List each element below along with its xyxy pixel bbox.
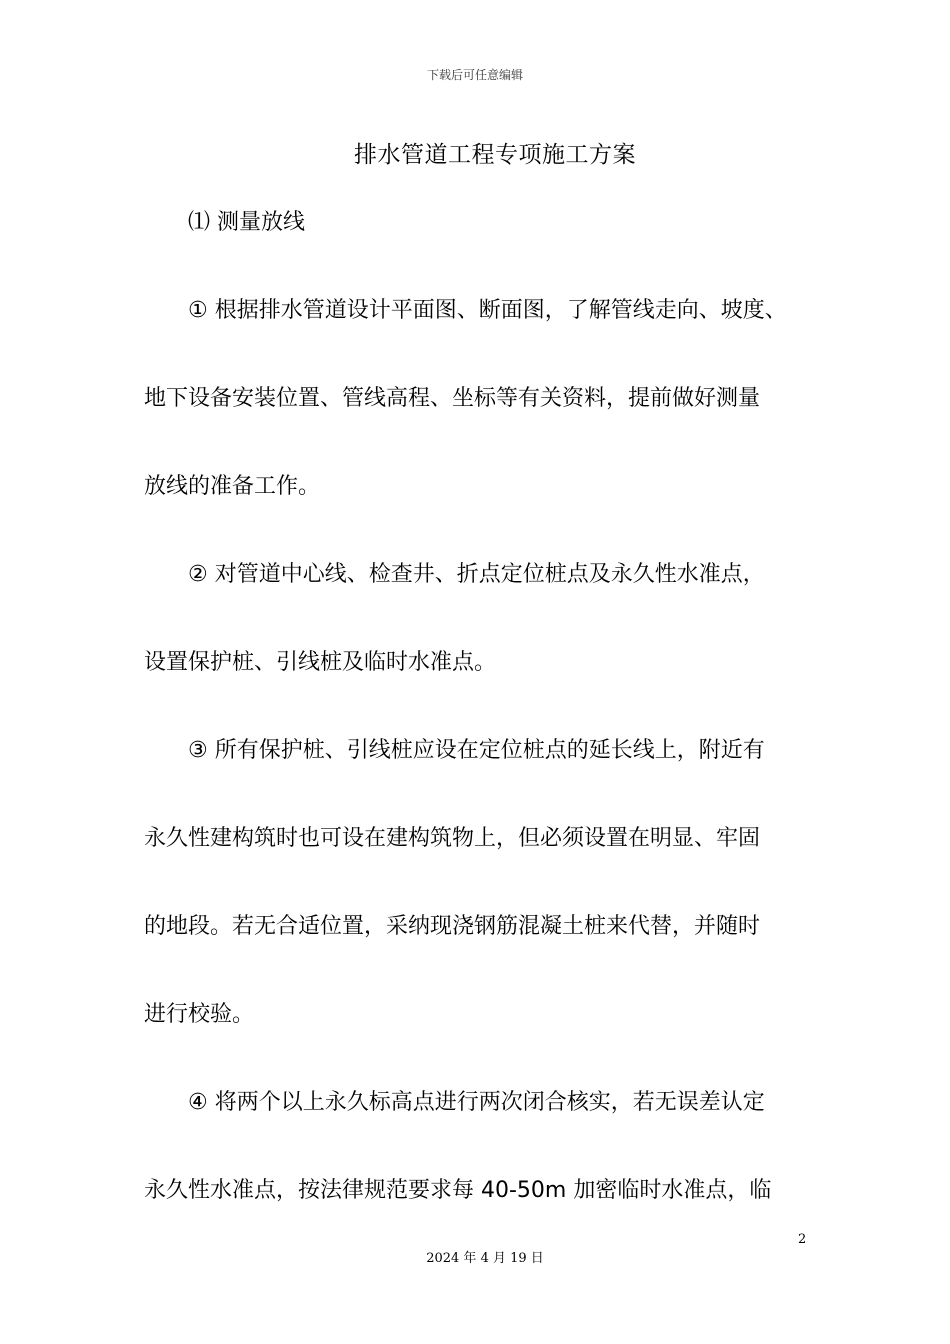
- body-line-4: 放线的准备工作。: [144, 474, 321, 499]
- document-body: [144, 179, 824, 1235]
- page-number: 2: [798, 1232, 807, 1247]
- body-line-7: ③ 所有保护桩、引线桩应设在定位桩点的延长线上，附近有: [188, 738, 765, 763]
- document-title: 排水管道工程专项施工方案: [354, 142, 636, 168]
- body-line-1: ⑴ 测量放线: [188, 210, 305, 235]
- page-header: 下载后可任意编辑: [426, 68, 523, 82]
- body-line-6: 设置保护桩、引线桩及临时水准点。: [144, 650, 497, 675]
- footer-date: 2024 年 4 月 19 日: [426, 1251, 544, 1266]
- body-line-5: ② 对管道中心线、检查井、折点定位桩点及永久性水准点，: [188, 562, 765, 587]
- body-line-11: ④ 将两个以上永久标高点进行两次闭合核实，若无误差认定: [188, 1090, 765, 1115]
- body-line-3: 地下设备安装位置、管线高程、坐标等有关资料，提前做好测量: [144, 386, 761, 411]
- body-line-9: 的地段。若无合适位置，采纳现浇钢筋混凝土桩来代替，并随时: [144, 914, 761, 939]
- body-line-10: 进行校验。: [144, 1002, 255, 1027]
- body-line-2: ① 根据排水管道设计平面图、断面图，了解管线走向、坡度、: [188, 298, 787, 323]
- body-line-8: 永久性建构筑时也可设在建构筑物上，但必须设置在明显、牢固: [144, 826, 761, 851]
- body-line-12: 永久性水准点，按法律规范要求每 40-50m 加密临时水准点，临: [144, 1178, 772, 1203]
